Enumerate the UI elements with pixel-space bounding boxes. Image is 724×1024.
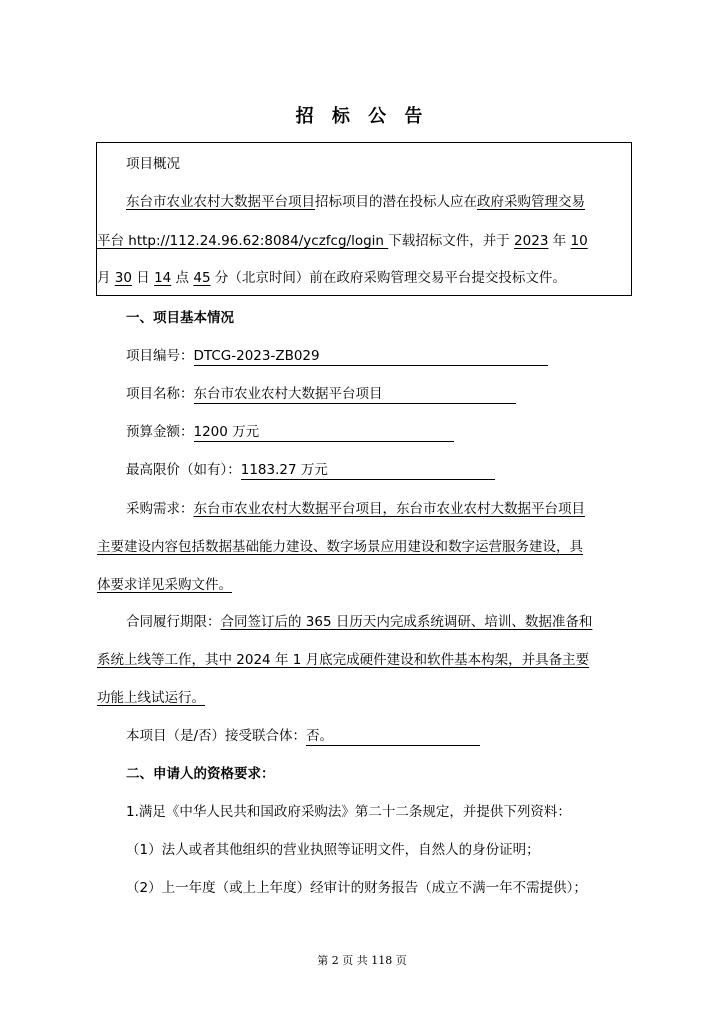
project-name-label: 项目名称：: [126, 386, 194, 402]
consortium-row: [126, 726, 480, 746]
contract-row-1: [126, 612, 592, 632]
budget-label: 预算金额：: [126, 424, 194, 440]
section1-heading: 一、项目基本情况: [126, 310, 234, 326]
project-number-row: [126, 346, 548, 366]
contract-text-2: 系统上线等工作，其中 2024 年 1 月底完成硬件建设和软件基本构架，并具备主要: [97, 652, 590, 668]
overview-line-2: [97, 231, 588, 251]
project-name-row: [126, 384, 516, 404]
demand-text-1: 东台市农业农村大数据平台项目，东台市农业农村大数据平台项目: [193, 501, 585, 517]
deadline-hour: 14: [154, 270, 172, 286]
overview-project-name: 东台市农业农村大数据平台项目: [126, 194, 315, 210]
demand-row-2: [97, 537, 583, 557]
deadline-tail: 分（北京时间）前在政府采购管理交易平台提交投标文件。: [210, 270, 566, 286]
overview-line-1: [126, 192, 585, 212]
project-number-value: DTCG-2023-ZB029: [194, 348, 548, 366]
contract-text-3: 功能上线试运行。: [97, 690, 205, 706]
budget-value: 1200 万元: [194, 424, 454, 442]
deadline-month: 10: [570, 233, 588, 249]
contract-label: 合同履行期限：: [126, 614, 221, 630]
demand-row-1: [126, 499, 585, 519]
qualification-item-1: 1.满足《中华人民共和国政府采购法》第二十二条规定，并提供下列资料：: [126, 804, 571, 820]
demand-row-3: [97, 575, 232, 595]
overview-line-3: [97, 268, 566, 288]
page-footer: 第 2 页 共 118 页: [317, 954, 407, 967]
contract-row-2: [97, 650, 589, 670]
contract-text-1: 合同签订后的 365 日历天内完成系统调研、培训、数据准备和: [220, 614, 593, 630]
deadline-year-unit: 年: [548, 233, 571, 249]
overview-platform-url[interactable]: 平台 http://112.24.96.62:8084/yczfcg/login: [97, 233, 389, 249]
demand-label: 采购需求：: [126, 501, 194, 517]
deadline-year: 2023: [514, 233, 549, 249]
consortium-label: 本项目（是/否）接受联合体：: [126, 728, 307, 744]
project-name-value: 东台市农业农村大数据平台项目: [194, 386, 516, 404]
demand-text-3: 体要求详见采购文件。: [97, 577, 232, 593]
overview-heading: 项目概况: [126, 156, 180, 172]
max-price-value: 1183.27 万元: [241, 462, 495, 480]
page-title: 招 标 公 告: [295, 106, 429, 127]
overview-platform: 政府采购管理交易: [477, 194, 585, 210]
overview-text: 招标项目的潜在投标人应在: [315, 194, 477, 210]
qualification-item-1-2: （2）上一年度（或上上年度）经审计的财务报告（成立不满一年不需提供）；: [126, 880, 587, 896]
contract-row-3: [97, 688, 205, 708]
budget-row: [126, 422, 454, 442]
section2-heading: 二、申请人的资格要求：: [126, 766, 275, 782]
project-number-label: 项目编号：: [126, 348, 194, 364]
deadline-day: 30: [114, 270, 132, 286]
deadline-day-unit: 日: [131, 270, 155, 286]
overview-text: 下载招标文件，并于: [388, 233, 515, 249]
deadline-minute: 45: [193, 270, 211, 286]
demand-text-2: 主要建设内容包括数据基础能力建设、数字场景应用建设和数字运营服务建设，具: [97, 539, 583, 555]
deadline-month-unit: 月: [97, 270, 115, 286]
max-price-row: [126, 460, 495, 480]
consortium-value: 否。: [306, 728, 480, 746]
qualification-item-1-1: （1）法人或者其他组织的营业执照等证明文件，自然人的身份证明；: [126, 842, 540, 858]
max-price-label: 最高限价（如有）：: [126, 462, 241, 478]
deadline-hour-unit: 点: [171, 270, 194, 286]
